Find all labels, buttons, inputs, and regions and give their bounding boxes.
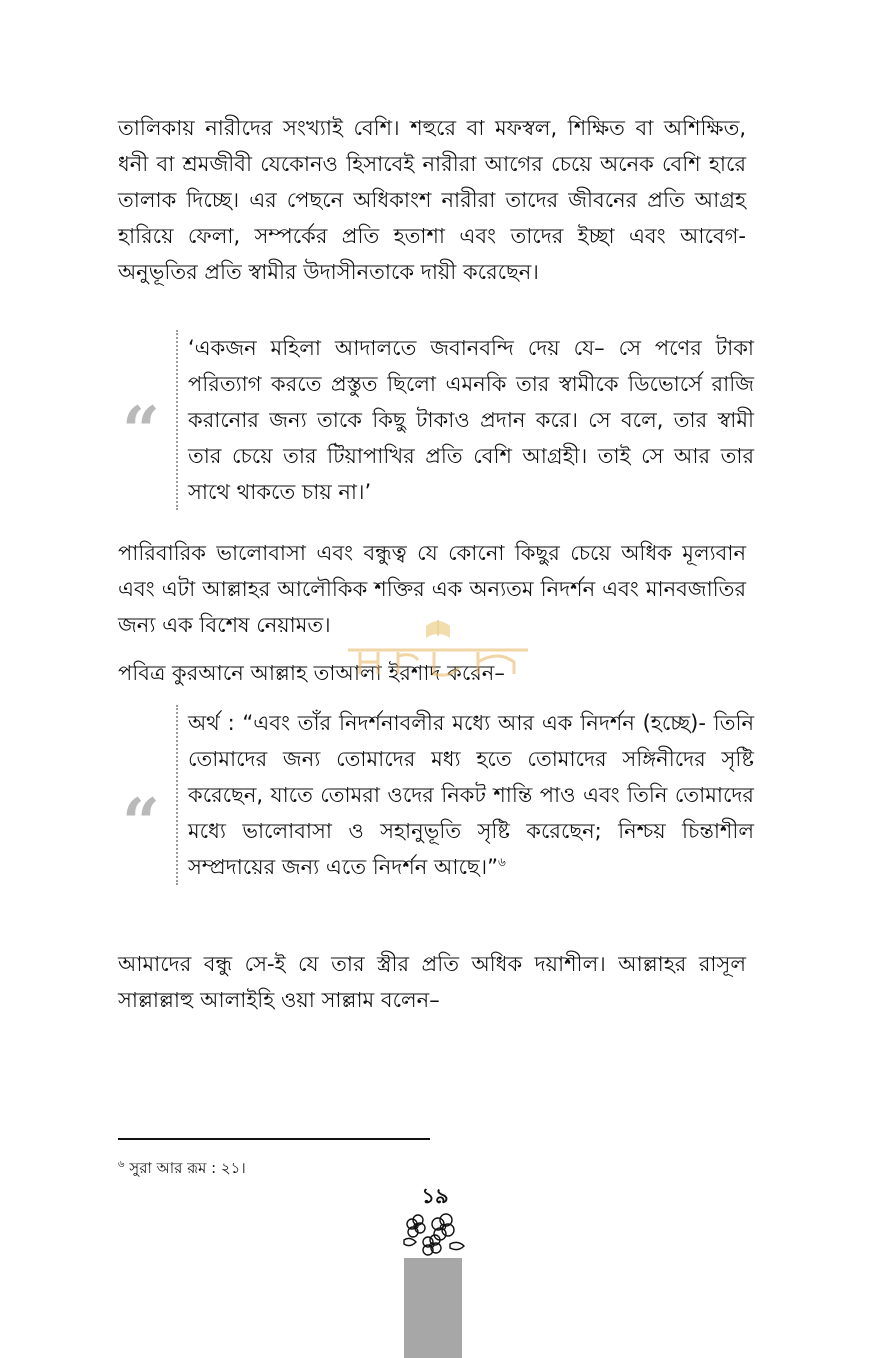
page-number: ১৯: [421, 1184, 449, 1208]
quote-verse-body: অর্থ : “এবং তাঁর নিদর্শনাবলীর মধ্যে আর এক নিদর্শন (হচ্ছে)- তিনি তোমাদের জন্য তোমাদের মধ্য হতে তোমাদের সঙ্গিনীদের সৃষ্টি করেছেন, যাতে তোমরা ওদের নিকট শান্তি পাও এবং তিনি তোমাদের মধ্যে ভালোবাসা ও সহানুভূতি সৃষ্টি করেছেন; নিশ্চয় চিন্তাশীল সম্প্রদায়ের জন্য এতে নিদর্শন আছে।”: [188, 711, 754, 879]
quote-testimony-text: ‘একজন মহিলা আদালতে জবানবন্দি দেয় যে– সে পণের টাকা পরিত্যাগ করতে প্রস্তুত ছিলো এমনকি তার স্বামীকে ডিভোর্সে রাজি করানোর জন্য তাকে কিছু টাকাও প্রদান করে। সে বলে, তার স্বামী তার চেয়ে তার টিয়াপাখির প্রতি বেশি আগ্রহী। তাই সে আর তার সাথে থাকতে চায় না।’: [188, 336, 754, 504]
paragraph-family-love: পারিবারিক ভালোবাসা এবং বন্ধুত্ব যে কোনো কিছুর চেয়ে অধিক মূল্যবান এবং এটা আল্লাহর আলৌকিক শক্তির এক অন্যতম নিদর্শন এবং মানবজাতির জন্য এক বিশেষ নেয়ামত।: [118, 541, 746, 637]
footnote-text: সুরা আর রূম : ২১।: [129, 1159, 246, 1177]
footnote-divider: [118, 1138, 430, 1140]
footnote-number: ৬: [118, 1159, 125, 1170]
blockquote-quran-verse: [176, 705, 754, 885]
footnote: [118, 1154, 246, 1179]
quote-verse-text: [188, 705, 754, 885]
paragraph-conclusion: আমাদের বন্ধু সে-ই যে তার স্ত্রীর প্রতি অধিক দয়াশীল। আল্লাহর রাসূল সাল্লাল্লাহু আলাইহি ওয়া সাল্লাম বলেন–: [118, 952, 746, 1012]
blockquote-testimony: [176, 330, 754, 510]
quote-mark-icon: “: [122, 784, 160, 862]
publisher-watermark-logo: [338, 612, 538, 682]
page-edge-tab: [404, 1258, 462, 1358]
flower-ornament-icon: [398, 1212, 470, 1256]
footnote-reference: ৬: [498, 855, 506, 869]
paragraph-quran-intro: পবিত্র কুরআনে আল্লাহ তাআলা ইরশাদ করেন–: [118, 661, 505, 685]
paragraph-intro: তালিকায় নারীদের সংখ্যাই বেশি। শহুরে বা মফস্বল, শিক্ষিত বা অশিক্ষিত, ধনী বা শ্রমজীবী যেকোনও হিসাবেই নারীরা আগের চেয়ে অনেক বেশি হারে তালাক দিচ্ছে। এর পেছনে অধিকাংশ নারীরা তাদের জীবনের প্রতি আগ্রহ হারিয়ে ফেলা, সম্পর্কের প্রতি হতাশা এবং তাদের ইচ্ছা এবং আবেগ-অনুভূতির প্রতি স্বামীর উদাসীনতাকে দায়ী করেছেন।: [118, 116, 746, 284]
quote-mark-icon: “: [122, 392, 160, 470]
